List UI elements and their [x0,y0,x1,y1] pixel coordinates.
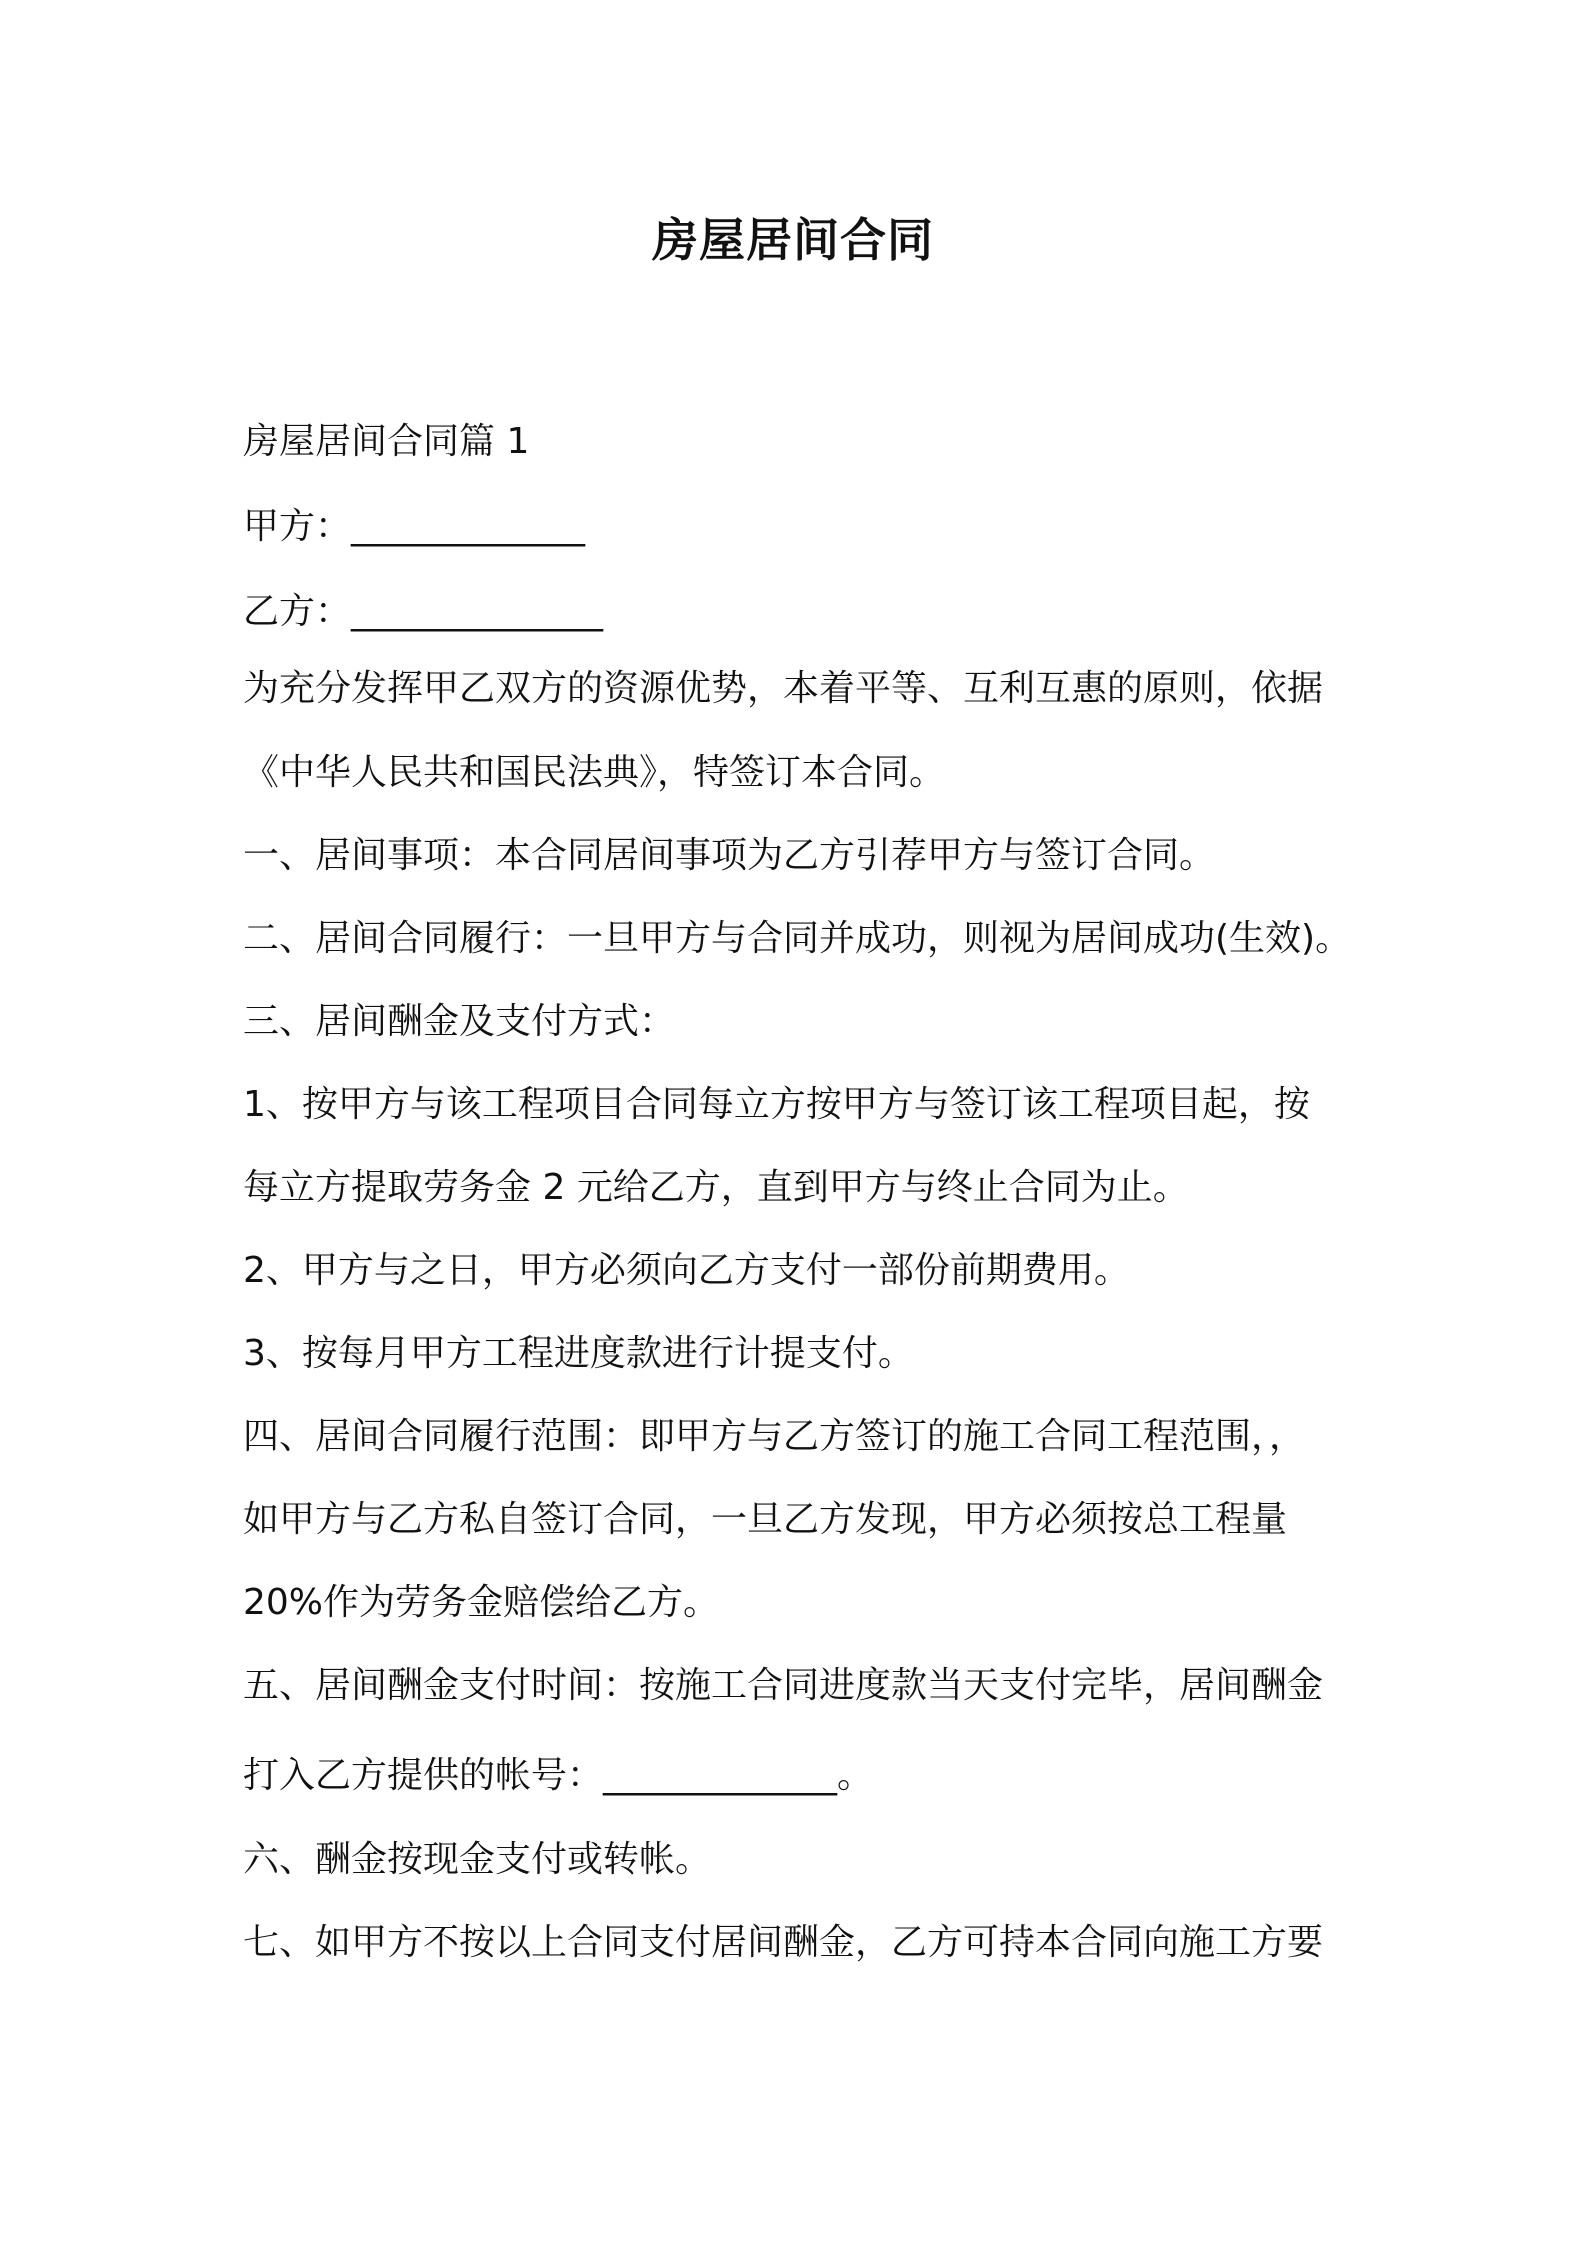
party-a-field: 甲方：_____________ [243,506,586,547]
party-b-field: 乙方：______________ [243,591,604,632]
clause-line: 六、酬金按现金支付或转帐。 [243,1839,712,1880]
clause-line: 五、居间酬金支付时间：按施工合同进度款当天支付完毕，居间酬金 [243,1665,1324,1706]
clause-line: 3、按每月甲方工程进度款进行计提支付。 [243,1333,914,1374]
clause-line: 二、居间合同履行：一旦甲方与合同并成功，则视为居间成功(生效)。 [243,918,1352,959]
clause-line: 20%作为劳务金赔偿给乙方。 [243,1582,720,1623]
clause-line: 三、居间酬金及支付方式： [243,1001,676,1042]
clause-line: 每立方提取劳务金 2 元给乙方，直到甲方与终止合同为止。 [243,1167,1189,1208]
section-heading: 房屋居间合同篇 1 [243,421,530,462]
account-field: 打入乙方提供的帐号：_____________。 [243,1755,874,1796]
clause-line: 四、居间合同履行范围：即甲方与乙方签订的施工合同工程范围，， [243,1416,1306,1457]
clause-line: 七、如甲方不按以上合同支付居间酬金，乙方可持本合同向施工方要 [243,1922,1324,1963]
document-title: 房屋居间合同 [652,213,934,267]
clause-line: 2、甲方与之日，甲方必须向乙方支付一部份前期费用。 [243,1250,1130,1291]
paragraph-line: 为充分发挥甲乙双方的资源优势，本着平等、互利互惠的原则，依据 [243,668,1324,709]
clause-line: 如甲方与乙方私自签订合同，一旦乙方发现，甲方必须按总工程量 [243,1499,1288,1540]
paragraph-line: 《中华人民共和国民法典》，特签订本合同。 [243,752,946,793]
clause-line: 一、居间事项：本合同居间事项为乙方引荐甲方与签订合同。 [243,835,1216,876]
clause-line: 1、按甲方与该工程项目合同每立方按甲方与签订该工程项目起，按 [243,1084,1310,1125]
